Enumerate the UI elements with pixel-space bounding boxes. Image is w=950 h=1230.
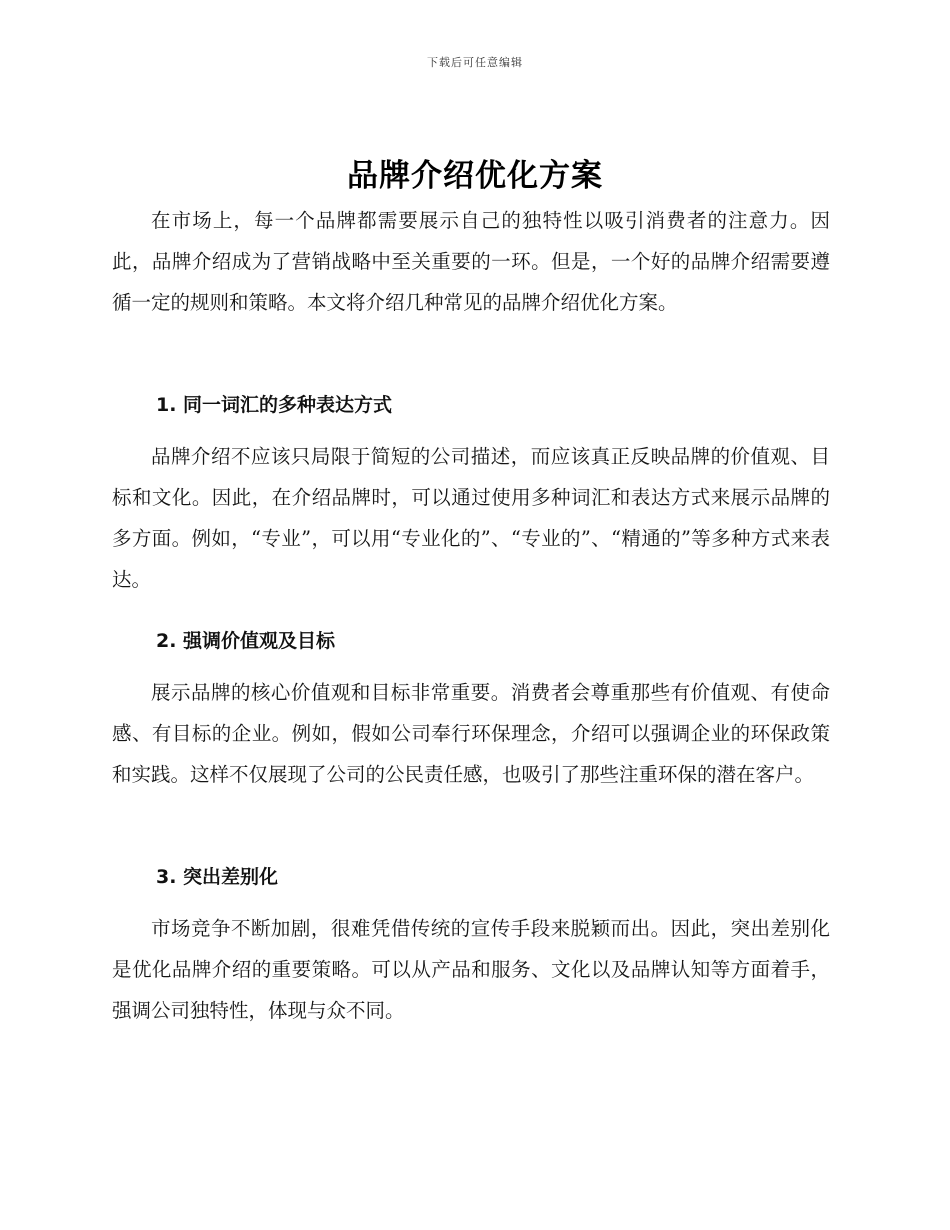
section-body-3: 市场竞争不断加剧，很难凭借传统的宣传手段来脱颖而出。因此，突出差别化是优化品牌介绍的重要策略。可以从产品和服务、文化以及品牌认知等方面着手，强调公司独特性，体现与众不同。 — [112, 917, 830, 1022]
section-heading-3: 3. 突出差别化 — [156, 866, 279, 888]
header-note: 下载后可任意编辑 — [427, 56, 523, 69]
section-heading-2: 2. 强调价值观及目标 — [156, 630, 336, 652]
section-body-1: 品牌介绍不应该只局限于简短的公司描述，而应该真正反映品牌的价值观、目标和文化。因此，在介绍品牌时，可以通过使用多种词汇和表达方式来展示品牌的多方面。例如，“专业”，可以用“专业化的”、“专业的”、“精通的”等多种方式来表达。 — [112, 445, 830, 591]
intro-paragraph: 在市场上，每一个品牌都需要展示自己的独特性以吸引消费者的注意力。因此，品牌介绍成为了营销战略中至关重要的一环。但是，一个好的品牌介绍需要遵循一定的规则和策略。本文将介绍几种常见的品牌介绍优化方案。 — [112, 209, 830, 314]
document-title: 品牌介绍优化方案 — [347, 158, 603, 194]
section-heading-1: 1. 同一词汇的多种表达方式 — [156, 394, 393, 416]
section-body-2: 展示品牌的核心价值观和目标非常重要。消费者会尊重那些有价值观、有使命感、有目标的企业。例如，假如公司奉行环保理念，介绍可以强调企业的环保政策和实践。这样不仅展现了公司的公民责任感，也吸引了那些注重环保的潜在客户。 — [112, 681, 830, 786]
